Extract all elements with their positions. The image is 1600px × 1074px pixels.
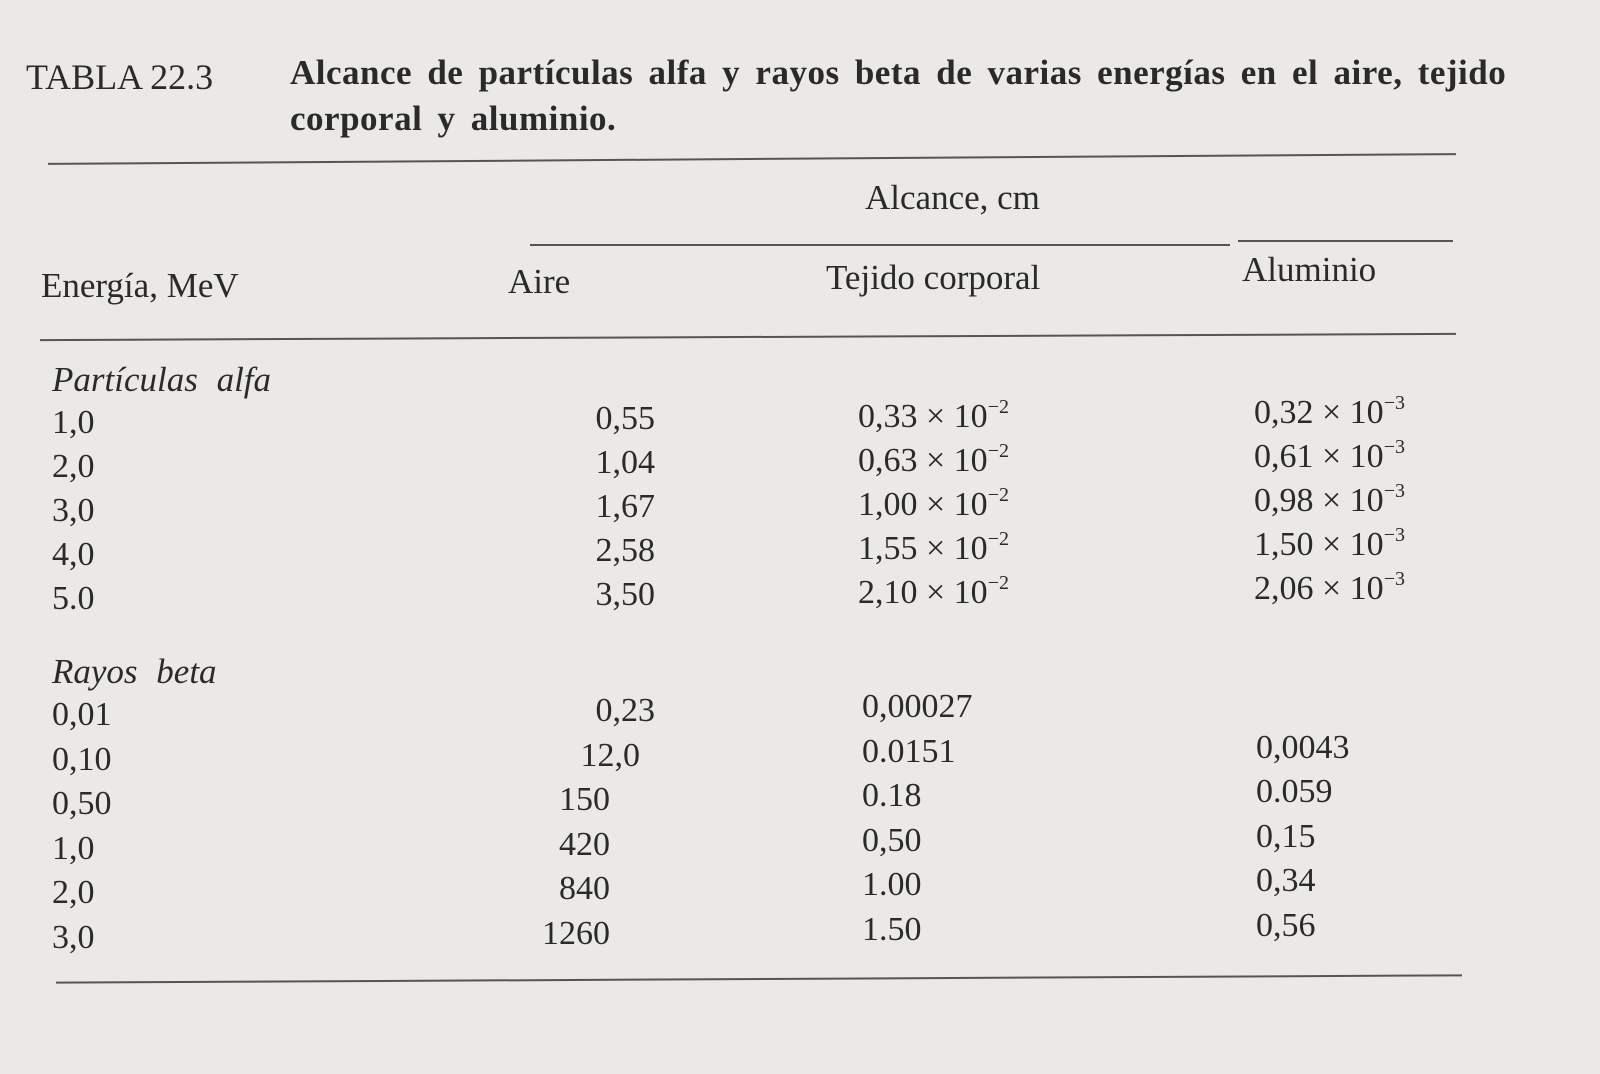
header-energy: Energía, MeV	[41, 266, 239, 305]
section-title: Partículas alfa	[52, 360, 272, 399]
cell-air	[596, 576, 656, 614]
cell-tissue-value: 1,00 × 10	[858, 485, 988, 523]
cell-aluminum-value: 0.059	[1256, 773, 1333, 810]
exponent: −2	[987, 571, 1009, 594]
cell-tissue	[862, 688, 973, 726]
cell-air-value: 420	[559, 825, 610, 863]
cell-aluminum	[1254, 480, 1405, 520]
cell-aluminum	[1256, 729, 1350, 767]
cell-aluminum-value: 2,06 × 10	[1254, 569, 1384, 607]
bottom-rule	[56, 974, 1462, 983]
cell-energy	[52, 580, 95, 618]
cell-tissue-value: 0,63 × 10	[858, 441, 988, 479]
header-air: Aire	[508, 262, 571, 301]
cell-tissue	[858, 440, 1009, 480]
cell-air	[542, 915, 610, 953]
cell-tissue-value: 1.00	[862, 866, 922, 903]
exponent: −3	[1383, 435, 1405, 458]
exponent: −3	[1383, 479, 1405, 502]
cell-aluminum-value: 0,0043	[1256, 728, 1350, 766]
cell-air-value: 150	[559, 781, 610, 818]
cell-energy	[52, 536, 95, 574]
cell-energy-value: 3,0	[52, 491, 95, 529]
cell-air	[596, 488, 656, 526]
cell-energy	[52, 741, 112, 779]
header-tissue: Tejido corporal	[826, 258, 1041, 297]
header-aluminum: Aluminio	[1242, 250, 1377, 289]
cell-energy-value: 4,0	[52, 535, 95, 573]
cell-air-value: 840	[559, 870, 610, 907]
cell-tissue	[862, 866, 922, 904]
cell-energy-value: 1,0	[52, 829, 95, 867]
cell-air-value: 1260	[542, 914, 610, 952]
cell-energy	[52, 448, 95, 486]
cell-aluminum-value: 0,32 × 10	[1254, 394, 1384, 431]
cell-energy	[52, 492, 95, 530]
cell-tissue-value: 0,50	[862, 821, 922, 859]
cell-air	[559, 781, 610, 819]
cell-aluminum-value: 0,98 × 10	[1254, 481, 1384, 519]
cell-energy	[52, 874, 95, 912]
exponent: −3	[1383, 392, 1405, 414]
exponent: −3	[1383, 567, 1405, 590]
cell-aluminum	[1256, 818, 1316, 856]
top-rule	[48, 153, 1456, 165]
cell-tissue	[862, 822, 922, 860]
cell-aluminum	[1254, 568, 1405, 608]
cell-energy	[52, 404, 95, 442]
cell-aluminum-value: 0,56	[1256, 906, 1316, 944]
cell-energy-value: 3,0	[52, 918, 95, 956]
header-rule	[40, 333, 1456, 341]
exponent: −2	[987, 396, 1009, 418]
group-rule-aluminum	[1238, 240, 1453, 242]
group-rule	[530, 244, 1230, 246]
exponent: −3	[1383, 523, 1405, 546]
cell-energy	[52, 919, 95, 957]
cell-aluminum	[1256, 907, 1316, 945]
cell-tissue	[862, 733, 956, 771]
cell-air	[596, 532, 656, 570]
cell-air	[596, 444, 656, 482]
cell-energy	[52, 696, 112, 734]
cell-tissue-value: 1.50	[862, 910, 922, 948]
cell-energy-value: 0,50	[52, 785, 112, 822]
cell-tissue-value: 0,33 × 10	[858, 398, 988, 435]
cell-tissue	[858, 396, 1009, 436]
cell-air	[559, 870, 610, 908]
cell-energy-value: 5.0	[52, 579, 95, 617]
cell-aluminum-value: 0,61 × 10	[1254, 437, 1384, 475]
cell-aluminum	[1254, 524, 1405, 564]
cell-tissue	[858, 484, 1009, 524]
cell-aluminum-value: 0,15	[1256, 817, 1316, 855]
cell-energy-value: 0,01	[52, 696, 112, 733]
cell-air	[559, 826, 610, 864]
cell-air	[596, 692, 656, 730]
cell-energy	[52, 785, 112, 823]
cell-air	[581, 737, 641, 775]
cell-air	[596, 400, 656, 438]
cell-aluminum	[1254, 436, 1405, 476]
cell-tissue	[858, 572, 1009, 612]
header-group-range: Alcance, cm	[865, 178, 1040, 217]
cell-aluminum-value: 1,50 × 10	[1254, 525, 1384, 563]
cell-aluminum	[1254, 392, 1405, 432]
cell-air-value: 1,67	[595, 487, 655, 525]
cell-tissue-value: 0.0151	[862, 732, 956, 770]
cell-energy-value: 2,0	[52, 447, 95, 485]
cell-energy-value: 2,0	[52, 874, 95, 911]
cell-energy	[52, 830, 95, 868]
cell-aluminum	[1256, 862, 1316, 900]
cell-air-value: 3,50	[595, 575, 655, 613]
cell-air-value: 1,04	[595, 443, 655, 481]
cell-tissue-value: 2,10 × 10	[858, 573, 988, 611]
cell-air-value: 0,23	[595, 692, 655, 729]
exponent: −2	[987, 439, 1009, 462]
table-caption: Alcance de partículas alfa y rayos beta de varias energías en el aire, tejido corporal y aluminio.	[290, 53, 1507, 138]
cell-aluminum-value: 0,34	[1256, 862, 1316, 899]
cell-tissue-value: 1,55 × 10	[858, 529, 988, 567]
exponent: −2	[987, 527, 1009, 550]
exponent: −2	[987, 483, 1009, 506]
cell-tissue	[862, 911, 922, 949]
cell-air-value: 0,55	[595, 400, 655, 437]
cell-aluminum	[1256, 773, 1333, 811]
cell-air-value: 12,0	[580, 736, 640, 774]
section-title: Rayos beta	[52, 652, 217, 691]
cell-air-value: 2,58	[595, 531, 655, 569]
cell-tissue	[862, 777, 922, 815]
cell-tissue-value: 0.18	[862, 777, 922, 814]
cell-tissue-value: 0,00027	[862, 688, 973, 725]
table-number: TABLA 22.3	[26, 57, 214, 97]
cell-energy-value: 1,0	[52, 404, 95, 441]
cell-energy-value: 0,10	[52, 740, 112, 778]
cell-tissue	[858, 528, 1009, 568]
